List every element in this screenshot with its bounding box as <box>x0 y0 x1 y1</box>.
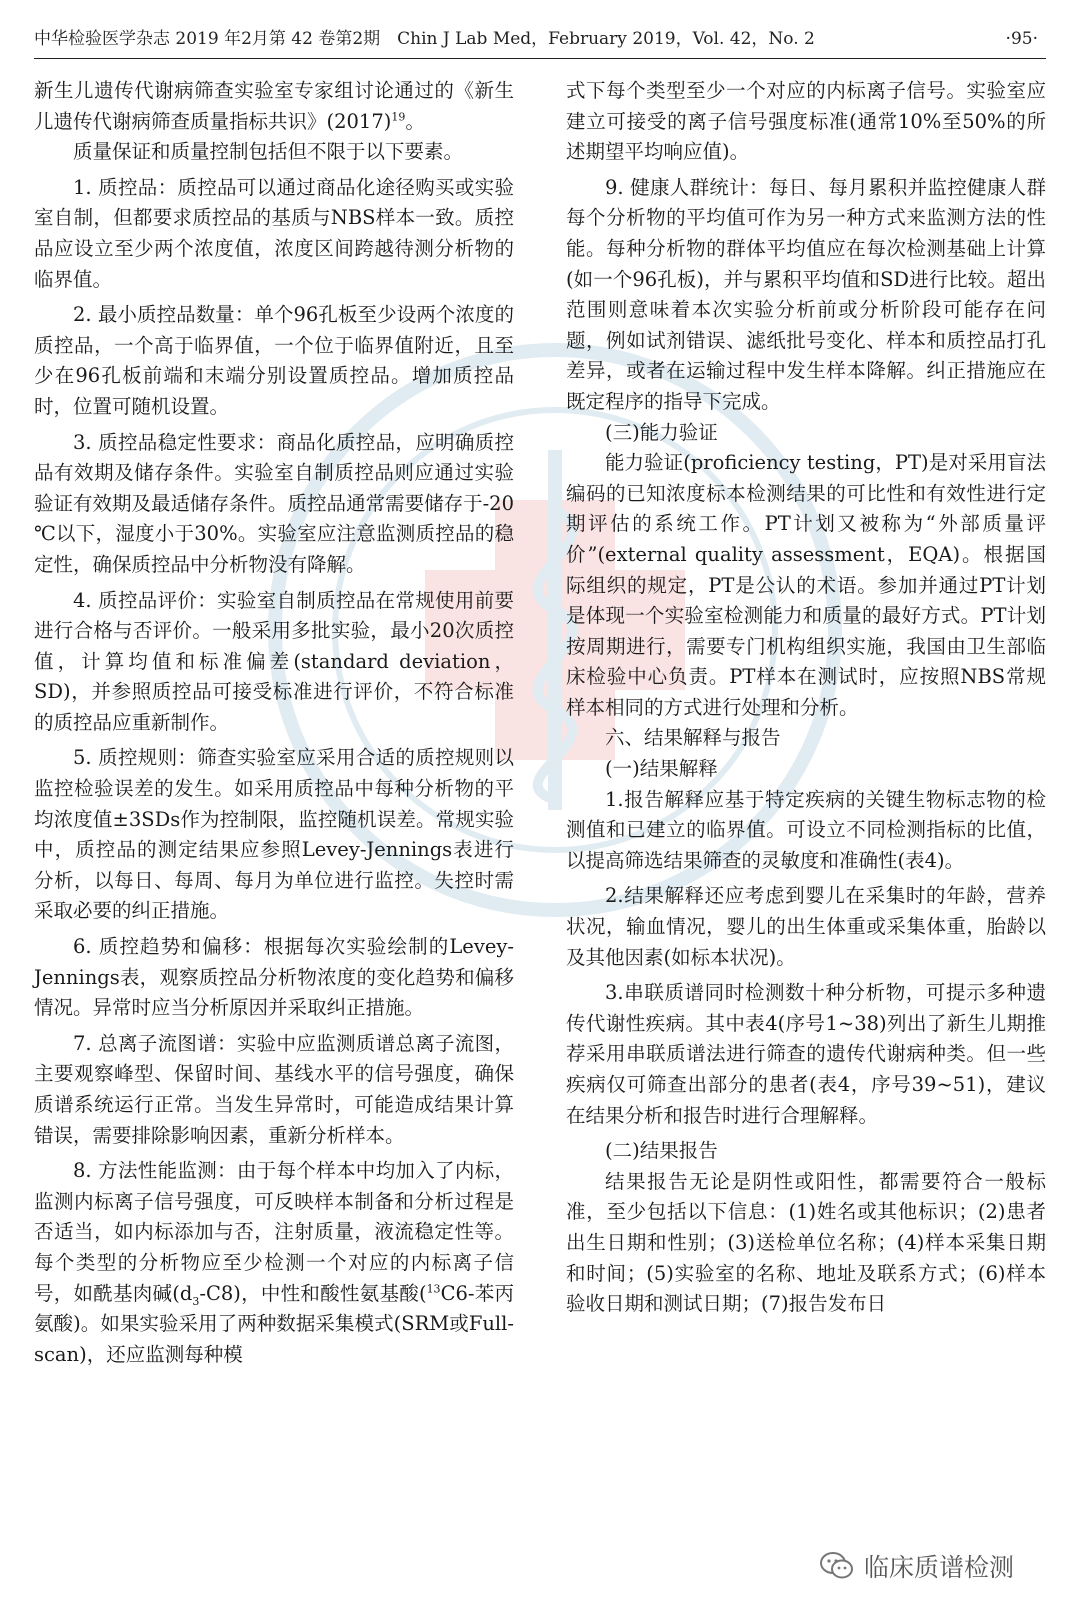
section-heading: (三)能力验证 <box>605 420 718 444</box>
paragraph: 2. 最小质控品数量：单个96孔板至少设两个浓度的质控品，一个高于临界值，一个位于临界值附近，且至少在96孔板前端和末端分别设置质控品。增加质控品时，位置可随机设置。 <box>34 303 514 418</box>
paragraph: 9. 健康人群统计：每日、每月累积并监控健康人群每个分析物的平均值可作为另一种方式来监测方法的性能。每种分析物的群体平均值应在每次检测基础上计算(如一个96孔板)，并与累积平均值和SD进行比较。超出范围则意味着本次实验分析前或分析阶段可能存在问题，例如试剂错误、滤纸批号变化、样本和质控品打孔差异，或者在运输过程中发生样本降解。纠正措施应在既定程序的指导下完成。 <box>566 175 1046 413</box>
left-column <box>34 76 514 1370</box>
paragraph: 3. 质控品稳定性要求：商品化质控品，应明确质控品有效期及储存条件。实验室自制质控品则应通过实验验证有效期及最适储存条件。质控品通常需要储存于-20 ℃以下，湿度小于30%。实验室应注意监测质控品的稳定性，确保质控品中分析物没有降解。 <box>34 430 514 576</box>
journal-info: 中华检验医学杂志 2019 年2月第 42 卷第2期 Chin J Lab Med，February 2019，Vol. 42，No. 2 <box>34 29 815 49</box>
paragraph: 结果报告无论是阴性或阳性，都需要符合一般标准，至少包括以下信息：(1)姓名或其他标识；(2)患者出生日期和性别；(3)送检单位名称；(4)样本采集日期和时间；(5)实验室的名称、地址及联系方式；(6)样本验收日期和测试日期；(7)报告发布日 <box>566 1169 1046 1316</box>
paragraph: 3.串联质谱同时检测数十种分析物，可提示多种遗传代谢性疾病。其中表4(序号1~38)列出了新生儿期推荐采用串联质谱法进行筛查的遗传代谢病种类。但一些疾病仅可筛查出部分的患者(表4，序号39~51)，建议在结果分析和报告时进行合理解释。 <box>566 981 1046 1127</box>
page-number: ·95· <box>1005 29 1038 49</box>
paragraph: 式下每个类型至少一个对应的内标离子信号。实验室应建立可接受的离子信号强度标准(通常10%至50%的所述期望平均响应值)。 <box>566 79 1046 164</box>
paragraph: 6. 质控趋势和偏移：根据每次实验绘制的Levey-Jennings表，观察质控品分析物浓度的变化趋势和偏移情况。异常时应当分析原因并采取纠正措施。 <box>34 935 514 1020</box>
source-credit <box>820 1548 1014 1584</box>
paragraph: 4. 质控品评价：实验室自制质控品在常规使用前要进行合格与否评价。一般采用多批实验，最小20次质控值，计算均值和标准偏差(standard deviation，SD)，并参照质控品可接受标准进行评价，不符合标准的质控品应重新制作。 <box>34 588 514 734</box>
brand-name: 临床质谱检测 <box>863 1553 1014 1582</box>
page-header <box>34 26 1046 59</box>
paragraph: 能力验证(proficiency testing，PT)是对采用盲法编码的已知浓度标本检测结果的可比性和有效性进行定期评估的系统工作。PT计划又被称为“外部质量评价”(external quality assessment，EQA)。根据国际组织的规定，PT是公认的术语。参加并通过PT计划是体现一个实验室检测能力和质量的最好方式。PT计划按周期进行，需要专门机构组织实施，我国由卫生部临床检验中心负责。PT样本在测试时，应按照NBS常规样本相同的方式进行处理和分析。 <box>566 451 1046 719</box>
section-heading: (二)结果报告 <box>605 1139 718 1163</box>
paragraph: 新生儿遗传代谢病筛查实验室专家组讨论通过的《新生儿遗传代谢病筛查质量指标共识》$(2017)^{19}$。 <box>34 79 514 133</box>
paragraph: 1.报告解释应基于特定疾病的关键生物标志物的检测值和已建立的临界值。可设立不同检测指标的比值，以提高筛选结果筛查的灵敏度和准确性(表4)。 <box>566 787 1046 872</box>
section-heading: (一)结果解释 <box>605 757 718 781</box>
paragraph: 7. 总离子流图谱：实验中应监测质谱总离子流图，主要观察峰型、保留时间、基线水平的信号强度，确保质谱系统运行正常。当发生异常时，可能造成结果计算错误，需要排除影响因素，重新分析样本。 <box>34 1031 514 1147</box>
paragraph: 1. 质控品：质控品可以通过商品化途径购买或实验室自制，但都要求质控品的基质与NBS样本一致。质控品应设立至少两个浓度值，浓度区间跨越待测分析物的临界值。 <box>34 175 514 291</box>
paragraph: 5. 质控规则：筛查实验室应采用合适的质控规则以监控检验误差的发生。如采用质控品中每种分析物的平均浓度值±3SDs作为控制限，监控随机误差。常规实验中，质控品的测定结果应参照Levey-Jennings表进行分析，以每日、每周、每月为单位进行监控。失控时需采取必要的纠正措施。 <box>34 746 514 923</box>
paragraph: 质量保证和质量控制包括但不限于以下要素。 <box>73 140 464 164</box>
wechat-icon <box>820 1551 854 1581</box>
paragraph: 2.结果解释还应考虑到婴儿在采集时的年龄，营养状况，输血情况，婴儿的出生体重或采集体重，胎龄以及其他因素(如标本状况)。 <box>566 884 1046 969</box>
section-heading: 六、结果解释与报告 <box>605 726 781 750</box>
paragraph: 8. 方法性能监测：由于每个样本中均加入了内标，监测内标离子信号强度，可反映样本制备和分析过程是否适当，如内标添加与否，注射质量，液流稳定性等。每个类型的分析物应至少检测一个对应的内标离子信号，如酰基肉碱$(d_3-C8)$，中性和酸性氨基酸($^{13}$C6-苯丙氨酸)。如果实验采用了两种数据采集模式(SRM或Full-scan)，还应监测每种模 <box>34 1159 514 1366</box>
right-column <box>566 76 1046 1320</box>
